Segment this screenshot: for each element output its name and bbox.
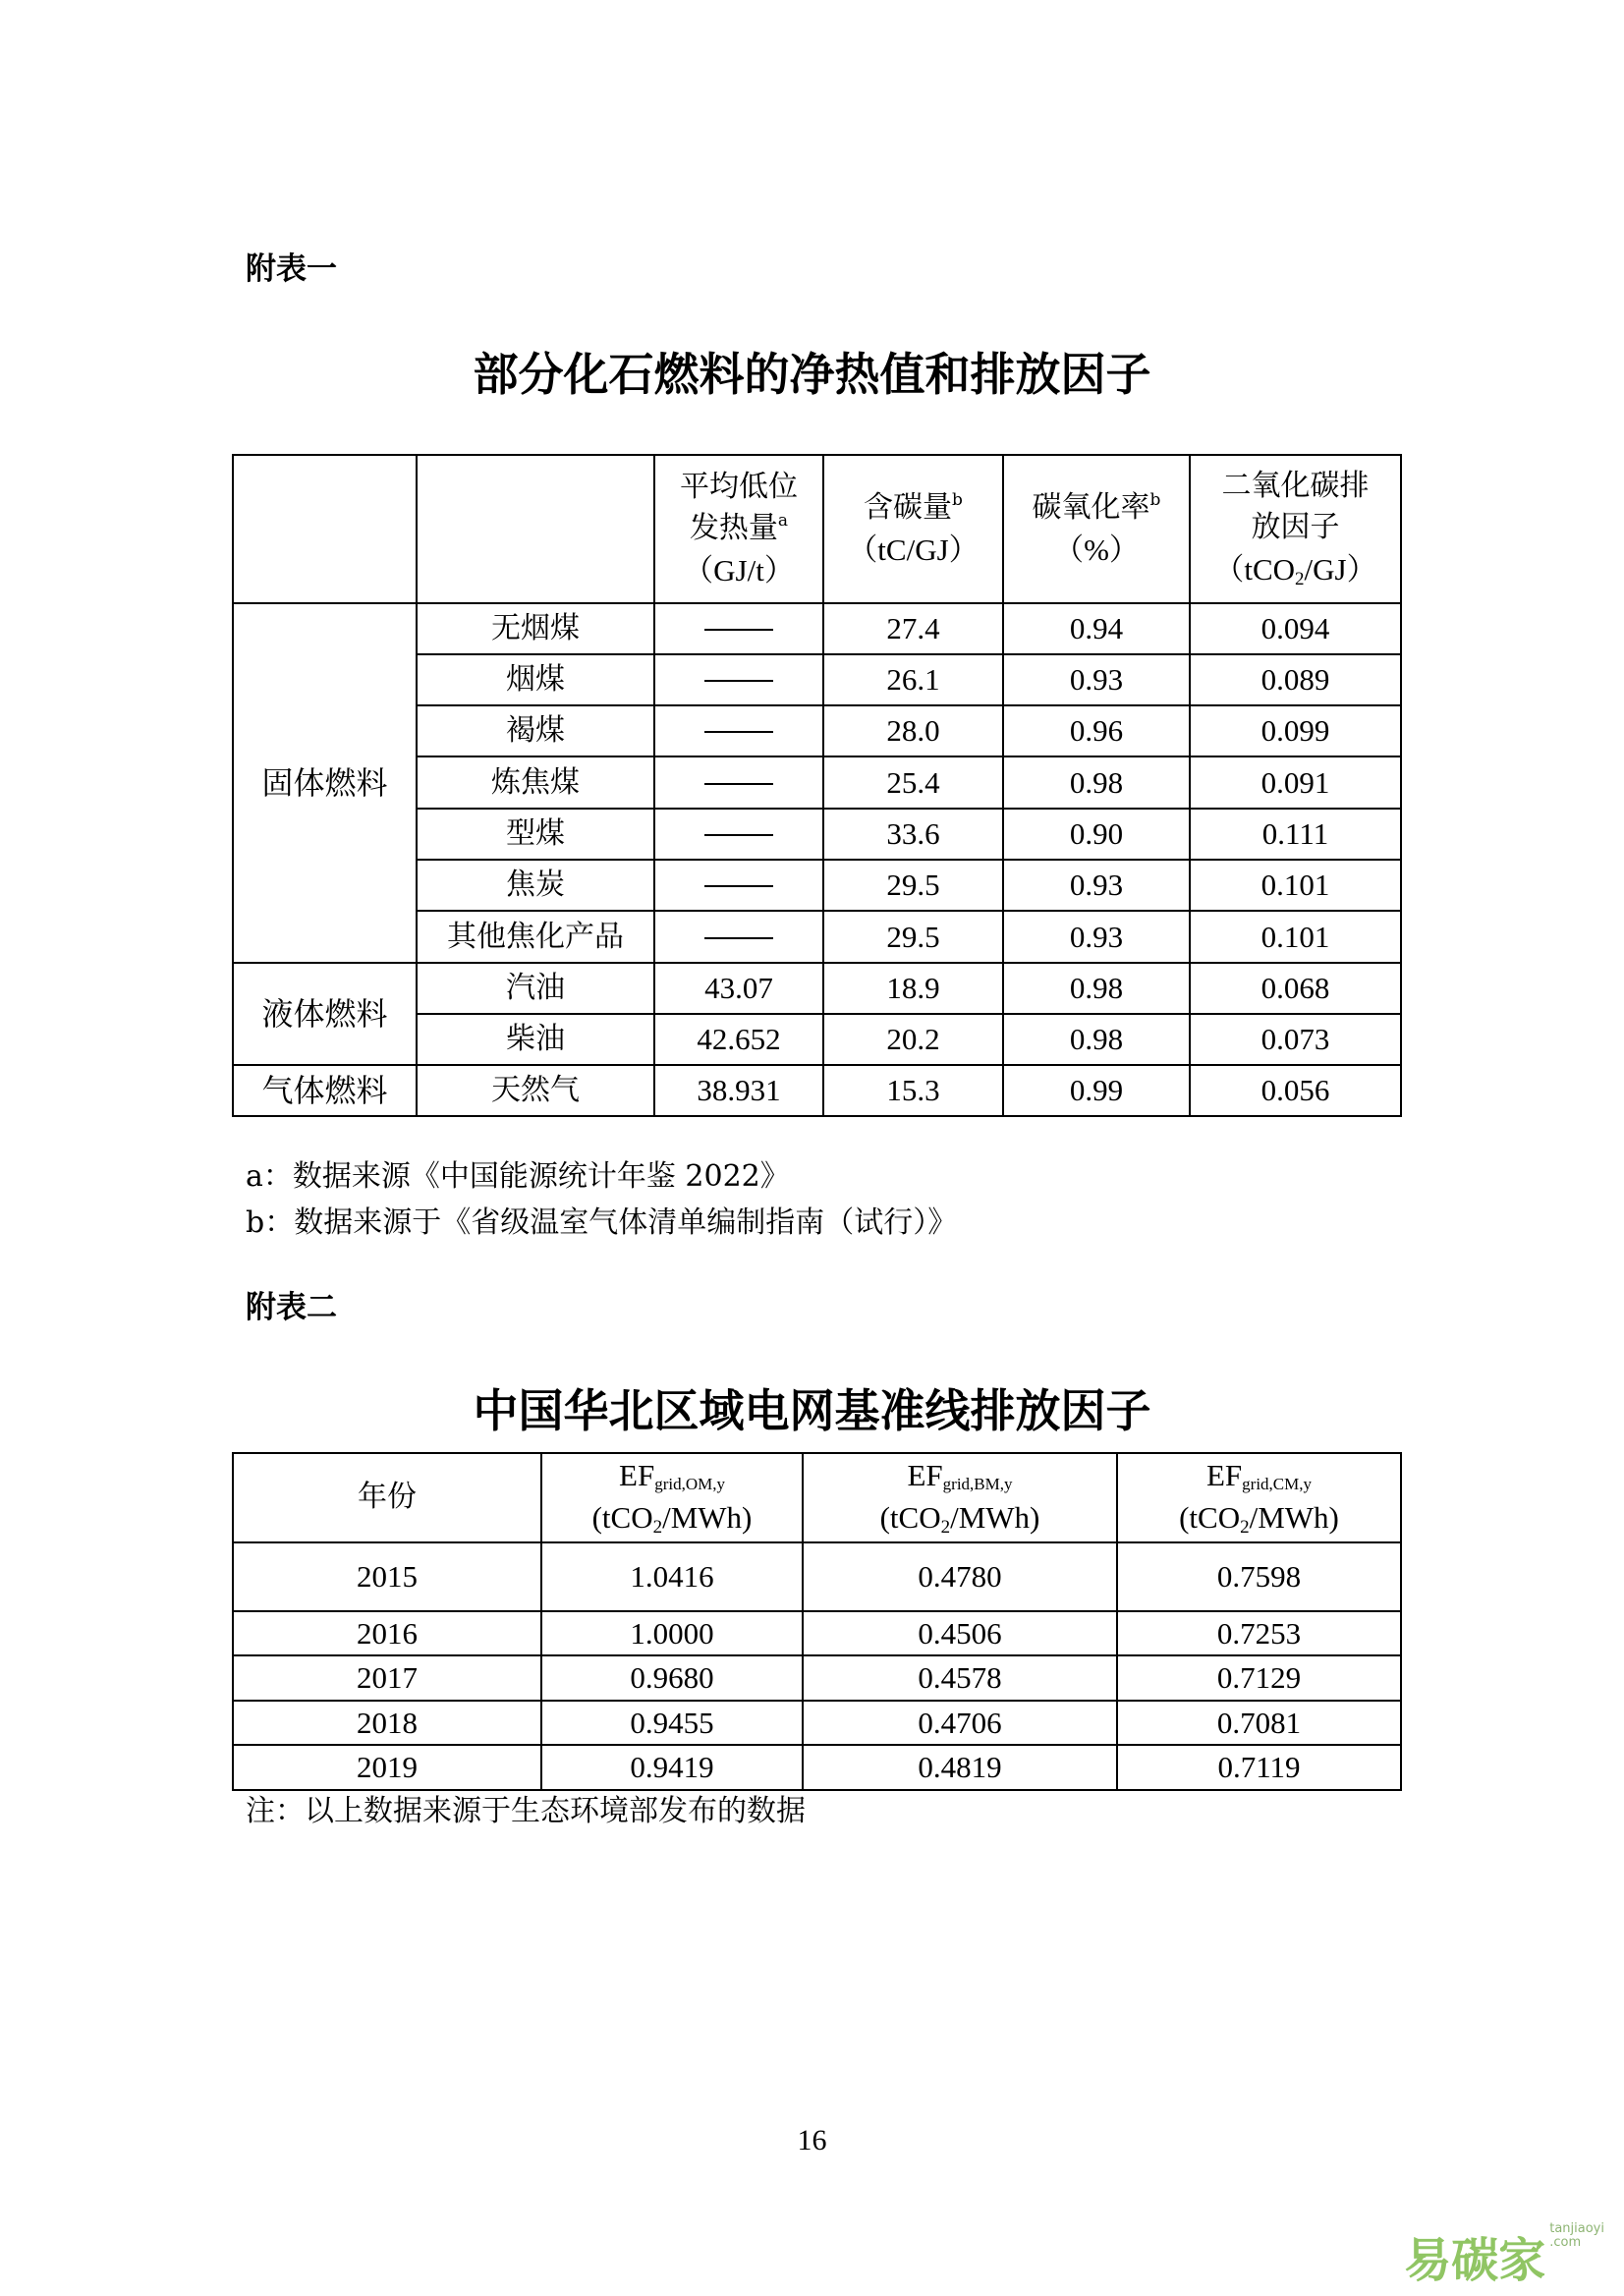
table-header-row: [233, 1453, 1401, 1542]
header-ef-bm: [803, 1453, 1117, 1542]
ef-cell: 0.094: [1190, 603, 1401, 654]
ncv-cell: [654, 654, 823, 705]
header-unit-post: /MWh): [950, 1500, 1040, 1536]
header-emission-factor: [1190, 455, 1401, 603]
om-cell: 0.9419: [541, 1745, 803, 1789]
watermark-domain-line2: .com: [1549, 2235, 1582, 2250]
cm-cell: 0.7081: [1117, 1701, 1401, 1745]
ncv-cell: [654, 603, 823, 654]
header-ox-unit: （%）: [1053, 532, 1140, 567]
carbon-cell: 20.2: [823, 1014, 1003, 1065]
header-ef-bm-sub: grid,BM,y: [942, 1475, 1013, 1493]
header-ef-cm-main: EF: [1205, 1458, 1243, 1492]
header-empty-cell: [233, 455, 417, 603]
oxidation-cell: 0.93: [1003, 860, 1190, 911]
appendix1-label: 附表一: [246, 252, 337, 287]
fuel-name: 焦炭: [417, 860, 654, 911]
ncv-dash: [704, 885, 773, 887]
ncv-dash: [704, 834, 773, 836]
table-row: [233, 1065, 1401, 1116]
cm-cell: 0.7119: [1117, 1745, 1401, 1789]
header-unit: (tCO: [1179, 1500, 1241, 1536]
ef-cell: 0.101: [1190, 911, 1401, 963]
ef-cell: 0.089: [1190, 654, 1401, 705]
fuel-name: 柴油: [417, 1014, 654, 1065]
ef-cell: 0.068: [1190, 963, 1401, 1014]
year-cell: 2015: [233, 1542, 541, 1611]
oxidation-cell: 0.99: [1003, 1065, 1190, 1116]
oxidation-cell: 0.98: [1003, 1014, 1190, 1065]
footnote-marker-b: b: [1149, 489, 1161, 510]
om-cell: 1.0000: [541, 1611, 803, 1655]
ncv-cell: 38.931: [654, 1065, 823, 1116]
ncv-dash: [704, 680, 773, 682]
fuel-name: 褐煤: [417, 705, 654, 756]
header-unit: (tCO: [591, 1500, 653, 1536]
data-source-note: 注：以上数据来源于生态环境部发布的数据: [246, 1794, 806, 1828]
header-ef-unit-post: /GJ）: [1304, 551, 1377, 587]
header-ef-line2: 放因子: [1251, 509, 1340, 544]
header-unit-post: /MWh): [662, 1500, 753, 1536]
header-year: 年份: [233, 1453, 541, 1542]
oxidation-cell: 0.94: [1003, 603, 1190, 654]
oxidation-cell: 0.90: [1003, 809, 1190, 860]
fuel-name: 烟煤: [417, 654, 654, 705]
watermark-brand: 易碳家: [1404, 2233, 1546, 2288]
ef-cell: 0.073: [1190, 1014, 1401, 1065]
footnote-a: a：数据来源《中国能源统计年鉴 2022》: [246, 1159, 790, 1194]
ncv-cell: [654, 705, 823, 756]
page-number: 16: [797, 2124, 827, 2156]
ncv-cell: 43.07: [654, 963, 823, 1014]
table-row: [233, 963, 1401, 1014]
header-ef-unit: （tCO: [1213, 551, 1296, 587]
carbon-cell: 33.6: [823, 809, 1003, 860]
bm-cell: 0.4706: [803, 1701, 1117, 1745]
watermark-logo: [1404, 2222, 1604, 2290]
carbon-cell: 18.9: [823, 963, 1003, 1014]
appendix2-title: 中国华北区域电网基准线排放因子: [473, 1384, 1151, 1437]
grid-emission-table: [232, 1452, 1402, 1791]
ncv-cell: [654, 756, 823, 809]
header-ncv-line1: 平均低位: [680, 469, 798, 504]
oxidation-cell: 0.98: [1003, 963, 1190, 1014]
appendix2-label: 附表二: [246, 1290, 337, 1325]
oxidation-cell: 0.96: [1003, 705, 1190, 756]
table-row: [233, 1655, 1401, 1700]
category-gas: 气体燃料: [233, 1065, 417, 1116]
header-ox-line1: 碳氧化率: [1032, 489, 1150, 525]
fuel-name: 型煤: [417, 809, 654, 860]
ncv-cell: [654, 809, 823, 860]
carbon-cell: 26.1: [823, 654, 1003, 705]
footnote-marker-b: b: [952, 489, 963, 510]
ncv-dash: [704, 731, 773, 733]
oxidation-cell: 0.93: [1003, 911, 1190, 963]
ncv-dash: [704, 937, 773, 939]
category-solid: 固体燃料: [233, 603, 417, 963]
om-cell: 0.9455: [541, 1701, 803, 1745]
carbon-cell: 29.5: [823, 911, 1003, 963]
header-ef-unit-sub: 2: [1295, 568, 1305, 589]
fuel-name: 天然气: [417, 1065, 654, 1116]
header-carbon-line1: 含碳量: [864, 489, 953, 525]
header-unit: (tCO: [879, 1500, 941, 1536]
ef-cell: 0.101: [1190, 860, 1401, 911]
header-unit-post: /MWh): [1249, 1500, 1339, 1536]
header-carbon-unit: （tC/GJ）: [847, 532, 980, 567]
bm-cell: 0.4506: [803, 1611, 1117, 1655]
header-unit-sub: 2: [940, 1517, 951, 1539]
cm-cell: 0.7253: [1117, 1611, 1401, 1655]
year-cell: 2016: [233, 1611, 541, 1655]
cm-cell: 0.7598: [1117, 1542, 1401, 1611]
ef-cell: 0.099: [1190, 705, 1401, 756]
fuel-name: 无烟煤: [417, 603, 654, 654]
header-ncv-line2: 发热量: [689, 510, 778, 545]
fuel-name: 其他焦化产品: [417, 911, 654, 963]
ncv-cell: [654, 911, 823, 963]
header-ef-cm-sub: grid,CM,y: [1242, 1475, 1313, 1493]
table-row: [233, 1745, 1401, 1789]
header-carbon: [823, 455, 1003, 603]
table-row: [233, 1701, 1401, 1745]
om-cell: 1.0416: [541, 1542, 803, 1611]
header-unit-sub: 2: [652, 1517, 663, 1539]
watermark-domain-line1: tanjiaoyi: [1549, 2221, 1604, 2236]
ncv-dash: [704, 629, 773, 631]
carbon-cell: 15.3: [823, 1065, 1003, 1116]
year-cell: 2017: [233, 1655, 541, 1700]
footnote-marker-a: a: [777, 510, 789, 531]
header-ef-om: [541, 1453, 803, 1542]
header-ncv: [654, 455, 823, 603]
table-header-row: [233, 455, 1401, 603]
header-ef-line1: 二氧化碳排: [1221, 468, 1370, 503]
ncv-dash: [704, 783, 773, 785]
carbon-cell: 25.4: [823, 756, 1003, 809]
fuel-name: 炼焦煤: [417, 756, 654, 809]
header-ef-om-sub: grid,OM,y: [654, 1475, 725, 1493]
year-cell: 2019: [233, 1745, 541, 1789]
table-row: [233, 603, 1401, 654]
oxidation-cell: 0.93: [1003, 654, 1190, 705]
header-oxidation: [1003, 455, 1190, 603]
cm-cell: 0.7129: [1117, 1655, 1401, 1700]
bm-cell: 0.4780: [803, 1542, 1117, 1611]
table-row: [233, 1542, 1401, 1611]
header-ef-bm-main: EF: [907, 1458, 943, 1492]
oxidation-cell: 0.98: [1003, 756, 1190, 809]
ncv-cell: 42.652: [654, 1014, 823, 1065]
carbon-cell: 28.0: [823, 705, 1003, 756]
header-unit-sub: 2: [1240, 1517, 1250, 1539]
appendix1-title: 部分化石燃料的净热值和排放因子: [473, 348, 1151, 401]
footnote-b: b：数据来源于《省级温室气体清单编制指南（试行）》: [246, 1205, 958, 1240]
carbon-cell: 29.5: [823, 860, 1003, 911]
header-ncv-unit: （GJ/t）: [683, 552, 795, 588]
header-empty-cell: [417, 455, 654, 603]
ef-cell: 0.091: [1190, 756, 1401, 809]
bm-cell: 0.4819: [803, 1745, 1117, 1789]
ef-cell: 0.111: [1190, 809, 1401, 860]
ncv-cell: [654, 860, 823, 911]
header-ef-om-main: EF: [619, 1458, 655, 1492]
fuel-name: 汽油: [417, 963, 654, 1014]
table-row: [233, 1611, 1401, 1655]
header-ef-cm: [1117, 1453, 1401, 1542]
fuel-emission-table: [232, 454, 1402, 1117]
year-cell: 2018: [233, 1701, 541, 1745]
category-liquid: 液体燃料: [233, 963, 417, 1065]
om-cell: 0.9680: [541, 1655, 803, 1700]
carbon-cell: 27.4: [823, 603, 1003, 654]
bm-cell: 0.4578: [803, 1655, 1117, 1700]
ef-cell: 0.056: [1190, 1065, 1401, 1116]
